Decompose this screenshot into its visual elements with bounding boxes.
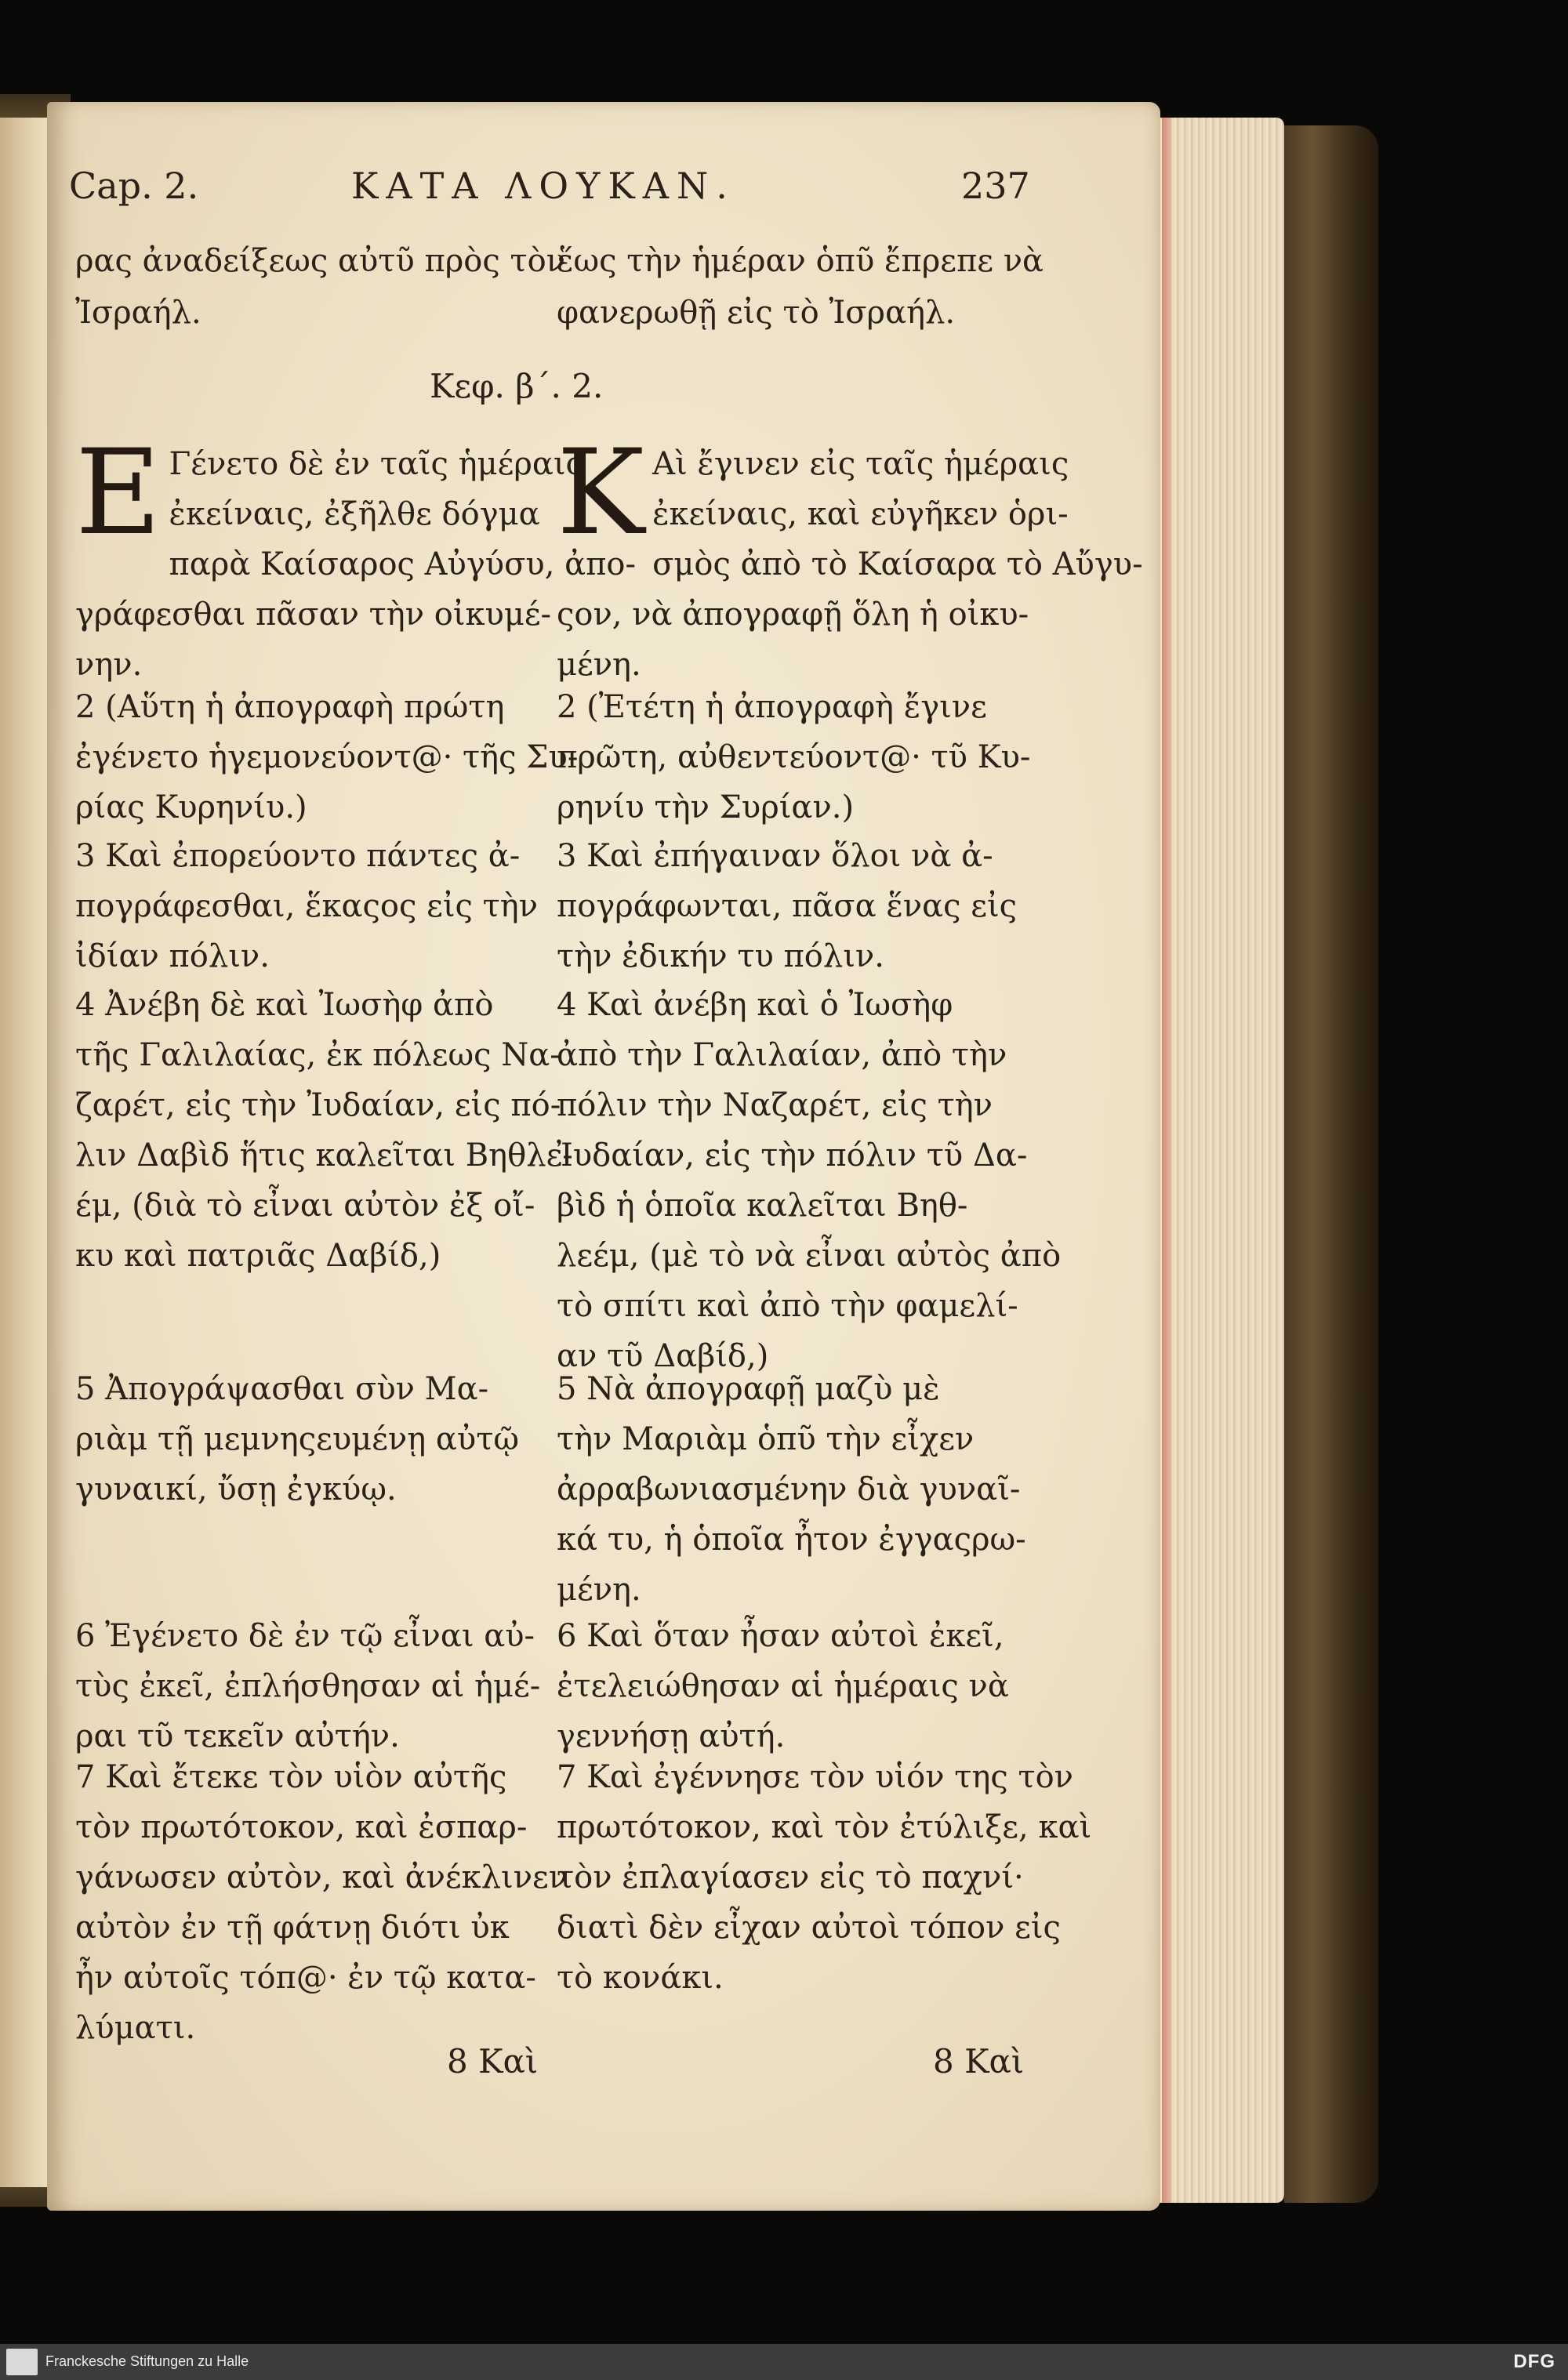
page-number: 237 bbox=[961, 165, 1030, 207]
text-line: ἦν αὐτοῖς τόπ@· ἐν τῷ κατα- bbox=[75, 1960, 536, 1996]
text-line: τὴν Μαριὰμ ὁπῦ τὴν εἶχεν bbox=[557, 1421, 975, 1457]
text-line: βὶδ ἡ ὁποῖα καλεῖται Βηθ- bbox=[557, 1188, 968, 1224]
text-line: πογράφωνται, πᾶσα ἕνας εἰς bbox=[557, 888, 1018, 924]
text-line: 3 Καὶ ἐπορεύοντο πάντες ἀ- bbox=[75, 838, 521, 874]
left-verse-6 bbox=[75, 1611, 546, 1761]
text-line: τὸ σπίτι καὶ ἀπὸ τὴν φαμελί- bbox=[557, 1288, 1018, 1324]
text-line: λύματι. bbox=[75, 2010, 196, 2046]
right-verse-4 bbox=[557, 980, 1062, 1381]
book-cover-right bbox=[1284, 125, 1378, 2203]
text-line: λεέμ, (μὲ τὸ νὰ εἶναι αὐτὸς ἀπὸ bbox=[557, 1238, 1062, 1274]
left-column-top bbox=[75, 235, 565, 339]
right-column-top bbox=[557, 235, 1044, 339]
right-verse-1 bbox=[557, 425, 1143, 690]
text-line: Ἰυδαίαν, εἰς τὴν πόλιν τῦ Δα- bbox=[557, 1137, 1028, 1174]
text-line: τῆς Γαλιλαίας, ἐκ πόλεως Να- bbox=[75, 1037, 561, 1073]
text-line: τὸ κονάκι. bbox=[557, 1960, 724, 1996]
text-line: Αὶ ἔγινεν εἰς ταῖς ἡμέραις bbox=[652, 446, 1069, 482]
right-verse-5 bbox=[557, 1364, 1035, 1615]
text-line: 7 Καὶ ἔτεκε τὸν υἱὸν αὐτῆς bbox=[75, 1759, 507, 1795]
text-line: πρῶτη, αὐθεντεύοντ@· τῦ Κυ- bbox=[557, 739, 1031, 775]
text-line: 5 Ἀπογράψασθαι σὺν Μα- bbox=[75, 1371, 489, 1407]
text-line: ρας ἀναδείξεως αὐτῦ πρὸς τὸν bbox=[75, 243, 565, 279]
text-line: ριὰμ τῇ μεμνηςευμένῃ αὐτῷ bbox=[75, 1421, 519, 1457]
text-line: ἐτελειώθησαν αἱ ἡμέραις νὰ bbox=[557, 1668, 1009, 1704]
text-line: ζαρέτ, εἰς τὴν Ἰυδαίαν, εἰς πό- bbox=[75, 1087, 561, 1123]
right-verse-7 bbox=[557, 1752, 1092, 2003]
footer-bar bbox=[0, 2344, 1568, 2380]
right-verse-3 bbox=[557, 831, 1035, 981]
catchword-left: 8 Καὶ bbox=[447, 2042, 539, 2081]
text-line: 3 Καὶ ἐπήγαιναν ὅλοι νὰ ἀ- bbox=[557, 838, 993, 874]
text-line: γυναικί, ὔσῃ ἐγκύῳ. bbox=[75, 1471, 397, 1507]
text-line: 4 Ἀνέβη δὲ καὶ Ἰωσὴφ ἀπὸ bbox=[75, 987, 494, 1023]
text-line: ραι τῦ τεκεῖν αὐτήν. bbox=[75, 1718, 400, 1754]
text-line: τὸν πρωτότοκον, καὶ ἐσπαρ- bbox=[75, 1809, 528, 1845]
left-verse-4 bbox=[75, 980, 573, 1281]
red-edge-stain bbox=[1162, 118, 1171, 2203]
text-line: ρίας Κυρηνίυ.) bbox=[75, 789, 307, 825]
dfg-logo[interactable]: DFG bbox=[1513, 2351, 1555, 2372]
text-line: γεννήσῃ αὐτή. bbox=[557, 1718, 786, 1754]
text-line: τὸν ἐπλαγίασεν εἰς τὸ παχνί· bbox=[557, 1859, 1024, 1896]
text-line: ἐκείναις, καὶ εὐγῆκεν ὁρι- bbox=[652, 496, 1069, 532]
page-block-edges bbox=[1159, 118, 1284, 2203]
text-line: Ἰσραήλ. bbox=[75, 295, 201, 331]
left-verse-3 bbox=[75, 831, 546, 981]
text-line: 6 Καὶ ὅταν ἦσαν αὐτοὶ ἐκεῖ, bbox=[557, 1618, 1004, 1654]
running-head-title: ΚΑΤΑ ΛΟΥΚΑΝ. bbox=[351, 165, 735, 207]
text-line: πογράφεσθαι, ἕκαςος εἰς τὴν bbox=[75, 888, 539, 924]
text-line: τὺς ἐκεῖ, ἐπλήσθησαν αἱ ἡμέ- bbox=[75, 1668, 541, 1704]
text-line: πρωτότοκον, καὶ τὸν ἐτύλιξε, καὶ bbox=[557, 1809, 1092, 1845]
chapter-heading: Κεφ. β΄. 2. bbox=[430, 367, 604, 405]
left-verse-2 bbox=[75, 682, 579, 833]
institution-name[interactable]: Franckesche Stiftungen zu Halle bbox=[45, 2353, 249, 2369]
text-line: λιν Δαβὶδ ἥτις καλεῖται Βηθλε- bbox=[75, 1137, 573, 1174]
text-line: αν τῦ Δαβίδ,) bbox=[557, 1338, 769, 1374]
left-verse-5 bbox=[75, 1364, 546, 1515]
text-line: γράφεσθαι πᾶσαν τὴν οἰκυμέ- bbox=[75, 597, 552, 633]
text-line: αὐτὸν ἐν τῇ φάτνῃ διότι ὐκ bbox=[75, 1910, 510, 1946]
drop-cap: Ε bbox=[75, 425, 162, 561]
text-line: διατὶ δὲν εἶχαν αὐτοὶ τόπον εἰς bbox=[557, 1910, 1061, 1946]
text-line: 7 Καὶ ἐγέννησε τὸν υἱόν της τὸν bbox=[557, 1759, 1073, 1795]
text-line: Γένετο δὲ ἐν ταῖς ἡμέραις bbox=[169, 446, 583, 482]
text-line: κά τυ, ἡ ὁποῖα ἦτον ἐγγαςρω- bbox=[557, 1522, 1026, 1558]
text-line: 6 Ἐγένετο δὲ ἐν τῷ εἶναι αὐ- bbox=[75, 1618, 535, 1654]
text-line: έμ, (διὰ τὸ εἶναι αὐτὸν ἐξ οἴ- bbox=[75, 1188, 535, 1224]
text-line: νην. bbox=[75, 647, 143, 683]
text-line: ἀπὸ τὴν Γαλιλαίαν, ἀπὸ τὴν bbox=[557, 1037, 1007, 1073]
text-line: σμὸς ἀπὸ τὸ Καίσαρα τὸ Αὔγυ- bbox=[652, 546, 1143, 582]
text-line: 2 (Αὕτη ἡ ἀπογραφὴ πρώτη bbox=[75, 689, 505, 725]
text-line: 4 Καὶ ἀνέβη καὶ ὁ Ἰωσὴφ bbox=[557, 987, 953, 1023]
text-line: ἰδίαν πόλιν. bbox=[75, 938, 270, 974]
left-verse-1 bbox=[75, 425, 637, 690]
left-verse-7 bbox=[75, 1752, 568, 2053]
text-line: φανερωθῇ εἰς τὸ Ἰσραήλ. bbox=[557, 295, 956, 331]
right-verse-2 bbox=[557, 682, 1035, 833]
running-head-chapter: Cap. 2. bbox=[69, 165, 199, 207]
text-line: ἐκείναις, ἐξῆλθε δόγμα bbox=[169, 496, 540, 532]
text-line: πόλιν τὴν Ναζαρέτ, εἰς τὴν bbox=[557, 1087, 993, 1123]
institution-logo-icon[interactable] bbox=[6, 2349, 38, 2375]
right-verse-6 bbox=[557, 1611, 1035, 1761]
text-line: μένη. bbox=[557, 1572, 641, 1608]
text-line: 5 Νὰ ἀπογραφῇ μαζὺ μὲ bbox=[557, 1371, 940, 1407]
text-line: ρηνίυ τὴν Συρίαν.) bbox=[557, 789, 855, 825]
text-line: ἐγένετο ἡγεμονεύοντ@· τῆς Συ- bbox=[75, 739, 579, 775]
drop-cap: Κ bbox=[557, 425, 645, 561]
text-line: ἕως τὴν ἡμέραν ὁπῦ ἔπρεπε νὰ bbox=[557, 243, 1044, 279]
text-line: μένη. bbox=[557, 647, 641, 683]
text-line: κυ καὶ πατριᾶς Δαβίδ,) bbox=[75, 1238, 441, 1274]
text-line: ςον, νὰ ἀπογραφῇ ὅλη ἡ οἰκυ- bbox=[557, 597, 1029, 633]
text-line: γάνωσεν αὐτὸν, καὶ ἀνέκλινεν bbox=[75, 1859, 568, 1896]
text-line: 2 (Ἐτέτη ἡ ἀπογραφὴ ἔγινε bbox=[557, 689, 987, 725]
text-line: τὴν ἐδικήν τυ πόλιν. bbox=[557, 938, 884, 974]
text-line: παρὰ Καίσαρος Αὐγύσυ, ἀπο- bbox=[169, 546, 637, 582]
text-line: ἀρραβωνιασμένην διὰ γυναῖ- bbox=[557, 1471, 1021, 1507]
catchword-right: 8 Καὶ bbox=[933, 2042, 1025, 2081]
